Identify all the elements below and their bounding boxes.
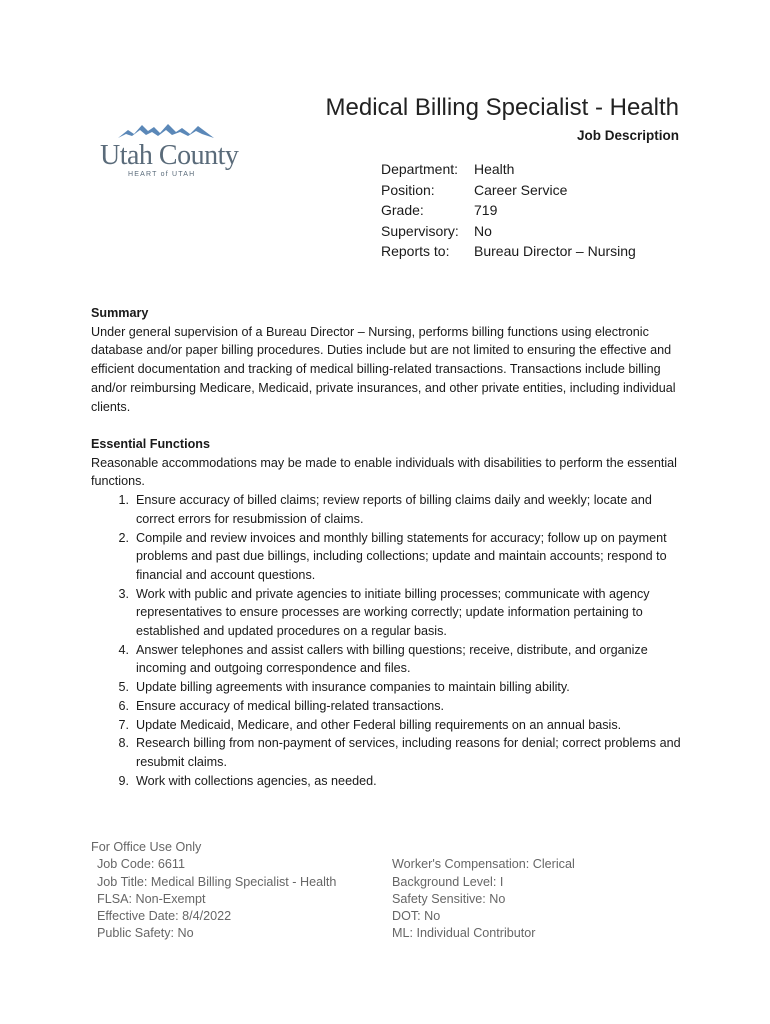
essential-functions-section bbox=[91, 435, 691, 790]
list-item: Work with public and private agencies to initiate billing processes; communicate with agency representatives to ensure processes are working correctly; update information pertaining to established and updated procedures on a regular basis. bbox=[136, 586, 650, 639]
meta-value: 719 bbox=[474, 202, 498, 218]
mountains-icon bbox=[118, 122, 214, 140]
meta-label: Department: bbox=[381, 161, 459, 177]
summary-section bbox=[91, 304, 691, 416]
summary-text: Under general supervision of a Bureau Director – Nursing, performs billing functions using electronic database and/or paper billing procedures. Duties include but are not limited to ensuring the effective and efficient documentation and tracking of medical billing-related transactions. Transactions include billing and/or reimbursing Medicare, Medicaid, private insurances, and other private entities, including individual clients. bbox=[91, 324, 676, 414]
logo-tagline: HEART of UTAH bbox=[128, 171, 196, 178]
office-field: DOT: No bbox=[392, 909, 441, 924]
list-item: Update billing agreements with insurance companies to maintain billing ability. bbox=[136, 680, 570, 695]
page-title: Medical Billing Specialist - Health bbox=[325, 94, 679, 121]
office-field: Job Code: 6611 bbox=[97, 857, 185, 872]
meta-label: Supervisory: bbox=[381, 222, 459, 239]
page-subtitle: Job Description bbox=[576, 128, 679, 143]
meta-label: Reports to: bbox=[381, 243, 450, 259]
meta-value: Career Service bbox=[474, 181, 568, 198]
office-field: Effective Date: 8/4/2022 bbox=[97, 909, 232, 924]
office-field: FLSA: Non-Exempt bbox=[97, 891, 206, 906]
list-item: Update Medicaid, Medicare, and other Federal billing requirements on an annual basis. bbox=[136, 717, 622, 732]
list-item: Research billing from non-payment of services, including reasons for denial; correct problems and resubmit claims. bbox=[136, 736, 681, 769]
list-item: Ensure accuracy of medical billing-related transactions. bbox=[136, 698, 444, 713]
office-field: Job Title: Medical Billing Specialist - Health bbox=[97, 874, 337, 889]
functions-intro: Reasonable accommodations may be made to enable individuals with disabilities to perform the essential functions. bbox=[91, 455, 677, 489]
job-meta bbox=[381, 161, 636, 264]
meta-row-grade bbox=[381, 202, 636, 223]
office-heading: For Office Use Only bbox=[91, 840, 202, 854]
meta-row-department bbox=[381, 161, 636, 182]
office-field: Safety Sensitive: No bbox=[392, 891, 506, 906]
meta-value: No bbox=[474, 222, 492, 239]
office-use-block bbox=[91, 839, 575, 941]
office-column-left bbox=[97, 856, 336, 942]
office-field: Background Level: I bbox=[392, 874, 504, 889]
functions-heading: Essential Functions bbox=[91, 437, 210, 451]
list-item: Work with collections agencies, as needed. bbox=[136, 773, 377, 788]
meta-value: Health bbox=[474, 161, 515, 177]
meta-label: Position: bbox=[381, 181, 435, 198]
utah-county-logo bbox=[100, 122, 239, 182]
meta-row-position bbox=[381, 182, 636, 203]
office-column-right bbox=[392, 856, 575, 942]
list-item: Answer telephones and assist callers with billing questions; receive, distribute, and organize incoming and outgoing correspondence and files. bbox=[136, 642, 648, 676]
list-item: Ensure accuracy of billed claims; review reports of billing claims daily and weekly; locate and correct errors for resubmission of claims. bbox=[136, 493, 652, 526]
meta-value: Bureau Director – Nursing bbox=[474, 243, 636, 259]
office-field: ML: Individual Contributor bbox=[392, 926, 536, 941]
meta-label: Grade: bbox=[381, 202, 424, 218]
functions-list bbox=[91, 491, 691, 790]
office-field: Worker's Compensation: Clerical bbox=[392, 857, 575, 872]
meta-row-supervisory bbox=[381, 223, 636, 244]
office-field: Public Safety: No bbox=[97, 926, 194, 941]
meta-row-reports-to bbox=[381, 243, 636, 264]
summary-heading: Summary bbox=[91, 306, 149, 320]
logo-wordmark: Utah County bbox=[100, 140, 239, 171]
list-item: Compile and review invoices and monthly billing statements for accuracy; follow up on payment problems and past due billings, including collections; update and maintain accounts; respond to financial and account questions. bbox=[136, 530, 667, 582]
